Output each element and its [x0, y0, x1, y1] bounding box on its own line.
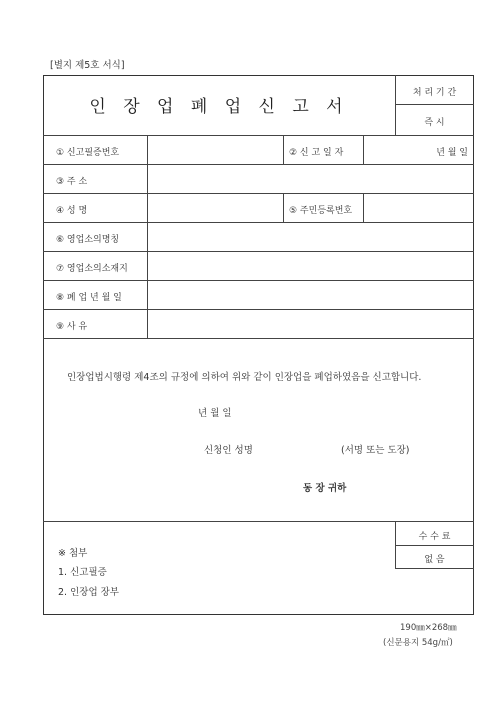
divider [43, 521, 474, 522]
rrn-label: ⑤ 주민등록번호 [289, 206, 353, 216]
divider [395, 568, 474, 569]
attachment-item: 1. 신고필증 [58, 567, 107, 578]
closure-date-label: ⑧ 폐 업 년 월 일 [56, 293, 122, 303]
fee-label: 수 수 료 [418, 532, 451, 542]
fee-value: 없 음 [424, 555, 445, 565]
address-field[interactable] [148, 165, 473, 192]
divider [283, 135, 284, 164]
report-date-value: 년 월 일 [436, 148, 468, 158]
rrn-field[interactable] [364, 194, 473, 221]
divider [395, 545, 474, 546]
name-label: ④ 성 명 [56, 206, 88, 216]
page-title: 인 장 업 폐 업 신 고 서 [89, 97, 349, 117]
divider [43, 338, 474, 339]
report-no-label: ① 신고필증번호 [56, 148, 120, 158]
report-no-field[interactable] [148, 136, 282, 163]
applicant-name-label: 신청인 성명 [204, 445, 253, 456]
business-name-label: ⑥ 영업소의명칭 [56, 235, 120, 245]
divider [283, 193, 284, 222]
address-label: ③ 주 소 [56, 177, 88, 187]
paper-spec-label: (신문용지 54g/㎡) [383, 638, 453, 648]
business-address-label: ⑦ 영업소의소재지 [56, 264, 128, 274]
date-line: 년 월 일 [198, 408, 232, 419]
business-name-field[interactable] [148, 223, 473, 250]
processing-period-value: 즉 시 [424, 118, 445, 128]
form-id-label: [별지 제5호 서식] [50, 60, 125, 71]
processing-period-label: 처 리 기 간 [412, 88, 457, 98]
business-address-field[interactable] [148, 252, 473, 279]
divider [395, 104, 474, 105]
reason-label: ⑨ 사 유 [56, 322, 88, 332]
paper-size-label: 190㎜×268㎜ [400, 623, 457, 633]
closure-date-field[interactable] [148, 281, 473, 308]
attachment-item: 2. 인장업 장부 [58, 587, 119, 598]
report-date-label: ② 신 고 일 자 [289, 148, 344, 158]
attachments-header: ※ 첨부 [58, 548, 88, 559]
reason-field[interactable] [148, 310, 473, 337]
signature-label: (서명 또는 도장) [341, 445, 410, 456]
declaration-statement: 인장업법시행령 제4조의 규정에 의하여 위와 같이 인장업을 폐업하였음을 신고합니다. [67, 372, 422, 383]
recipient-label: 동 장 귀하 [303, 483, 347, 494]
name-field[interactable] [148, 194, 282, 221]
